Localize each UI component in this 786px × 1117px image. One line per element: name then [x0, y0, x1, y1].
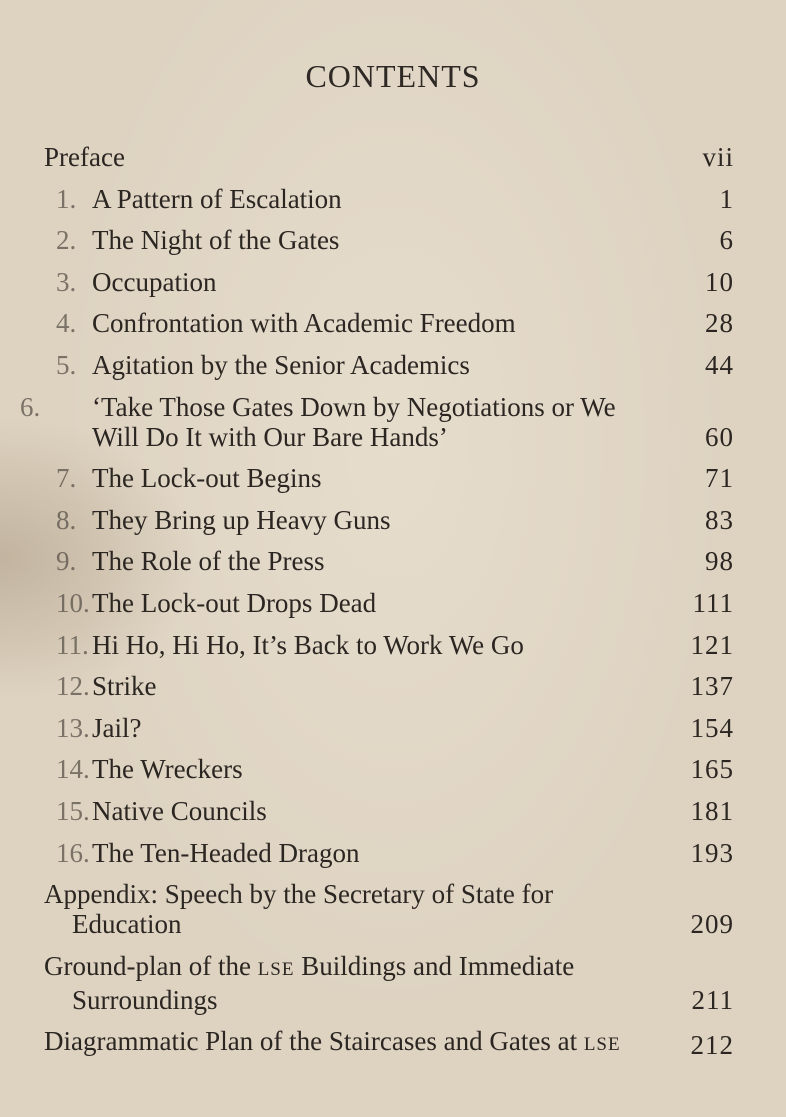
toc-entry-label: Preface	[44, 142, 125, 172]
toc-entry-chapter-1	[44, 184, 734, 214]
chapter-title: Confrontation with Academic Freedom	[92, 308, 516, 339]
chapter-title: Hi Ho, Hi Ho, It’s Back to Work We Go	[92, 629, 524, 660]
chapter-title: Jail?	[92, 712, 142, 743]
chapter-title: Native Councils	[92, 795, 267, 826]
chapter-number: 6.	[20, 391, 41, 422]
toc-entry-chapter-14	[44, 754, 734, 784]
toc-page-number: 60	[705, 421, 734, 452]
toc-page-number: 209	[690, 909, 734, 940]
table-of-contents	[20, 142, 734, 1072]
toc-page-number: 71	[705, 463, 734, 494]
chapter-number: 7.	[56, 463, 77, 494]
chapter-title: The Lock-out Drops Dead	[92, 587, 377, 618]
toc-entry-chapter-12	[44, 671, 734, 701]
toc-page-number: 1	[719, 183, 734, 214]
chapter-number: 4.	[56, 308, 77, 339]
chapter-number: 9.	[56, 546, 77, 577]
chapter-number: 12.	[56, 671, 90, 702]
chapter-title: They Bring up Heavy Guns	[92, 504, 391, 535]
chapter-number: 16.	[56, 837, 90, 868]
chapter-title: ‘Take Those Gates Down by Negotiations or We Will Do It with Our Bare Hands’	[92, 391, 616, 452]
toc-entry-label: Buildings and Immediate Surroundings	[72, 950, 575, 1015]
toc-entry-appendix	[44, 879, 734, 939]
chapter-number: 14.	[56, 754, 90, 785]
toc-page-number: 121	[690, 629, 734, 660]
toc-entry-chapter-3	[44, 267, 734, 297]
toc-entry-chapter-8	[44, 505, 734, 535]
chapter-title: The Role of the Press	[92, 546, 325, 577]
chapter-number: 10.	[56, 587, 90, 618]
toc-entry-chapter-15	[44, 796, 734, 826]
toc-page-number: 137	[690, 671, 734, 702]
toc-page-number: 44	[705, 349, 734, 380]
toc-page-number: 83	[705, 504, 734, 535]
toc-page-number: 154	[690, 712, 734, 743]
toc-entry-chapter-11	[44, 630, 734, 660]
toc-entry-label: Diagrammatic Plan of the Staircases and Gates at	[44, 1026, 584, 1057]
chapter-title: The Wreckers	[92, 754, 243, 785]
chapter-number: 2.	[56, 225, 77, 256]
toc-page-number: 98	[705, 546, 734, 577]
toc-page-number: 212	[690, 1030, 734, 1061]
chapter-number: 8.	[56, 504, 77, 535]
chapter-number: 5.	[56, 349, 77, 380]
chapter-number: 3.	[56, 266, 77, 297]
toc-entry-diagram	[44, 1026, 734, 1060]
toc-page-number: 181	[690, 795, 734, 826]
toc-entry-ground-plan	[44, 951, 734, 1015]
toc-entry-chapter-4	[44, 308, 734, 338]
toc-entry-preface	[44, 142, 734, 172]
toc-entry-label: Appendix: Speech by the Secretary of State for Education	[44, 879, 554, 940]
chapter-number: 1.	[56, 183, 77, 214]
toc-entry-chapter-2	[44, 225, 734, 255]
chapter-title: The Lock-out Begins	[92, 463, 322, 494]
contents-heading: CONTENTS	[305, 58, 481, 94]
toc-page-number: 6	[719, 225, 734, 256]
chapter-number: 15.	[56, 795, 90, 826]
toc-page-number: 193	[690, 837, 734, 868]
chapter-title: Agitation by the Senior Academics	[92, 349, 470, 380]
chapter-title: Strike	[92, 671, 157, 702]
toc-entry-chapter-10	[44, 588, 734, 618]
lse-abbreviation: LSE	[583, 1034, 621, 1056]
chapter-number: 13.	[56, 712, 90, 743]
chapter-title: A Pattern of Escalation	[92, 183, 342, 214]
toc-page-number: vii	[702, 142, 734, 172]
toc-entry-chapter-5	[44, 350, 734, 380]
toc-page-number: 211	[691, 984, 734, 1015]
toc-page-number: 165	[690, 754, 734, 785]
chapter-number: 11.	[56, 629, 89, 660]
toc-page-number: 10	[705, 266, 734, 297]
toc-page-number: 111	[692, 587, 734, 618]
toc-entry-chapter-16	[44, 838, 734, 868]
toc-entry-chapter-13	[44, 713, 734, 743]
toc-entry-label: Ground-plan of the	[44, 950, 258, 981]
toc-entry-chapter-6	[20, 391, 734, 452]
toc-page-number: 28	[705, 308, 734, 339]
lse-abbreviation: LSE	[257, 958, 295, 980]
chapter-title: Occupation	[92, 266, 217, 297]
toc-entry-chapter-9	[44, 546, 734, 576]
chapter-title: The Night of the Gates	[92, 225, 340, 256]
toc-entry-chapter-7	[44, 463, 734, 493]
chapter-title: The Ten-Headed Dragon	[92, 837, 360, 868]
